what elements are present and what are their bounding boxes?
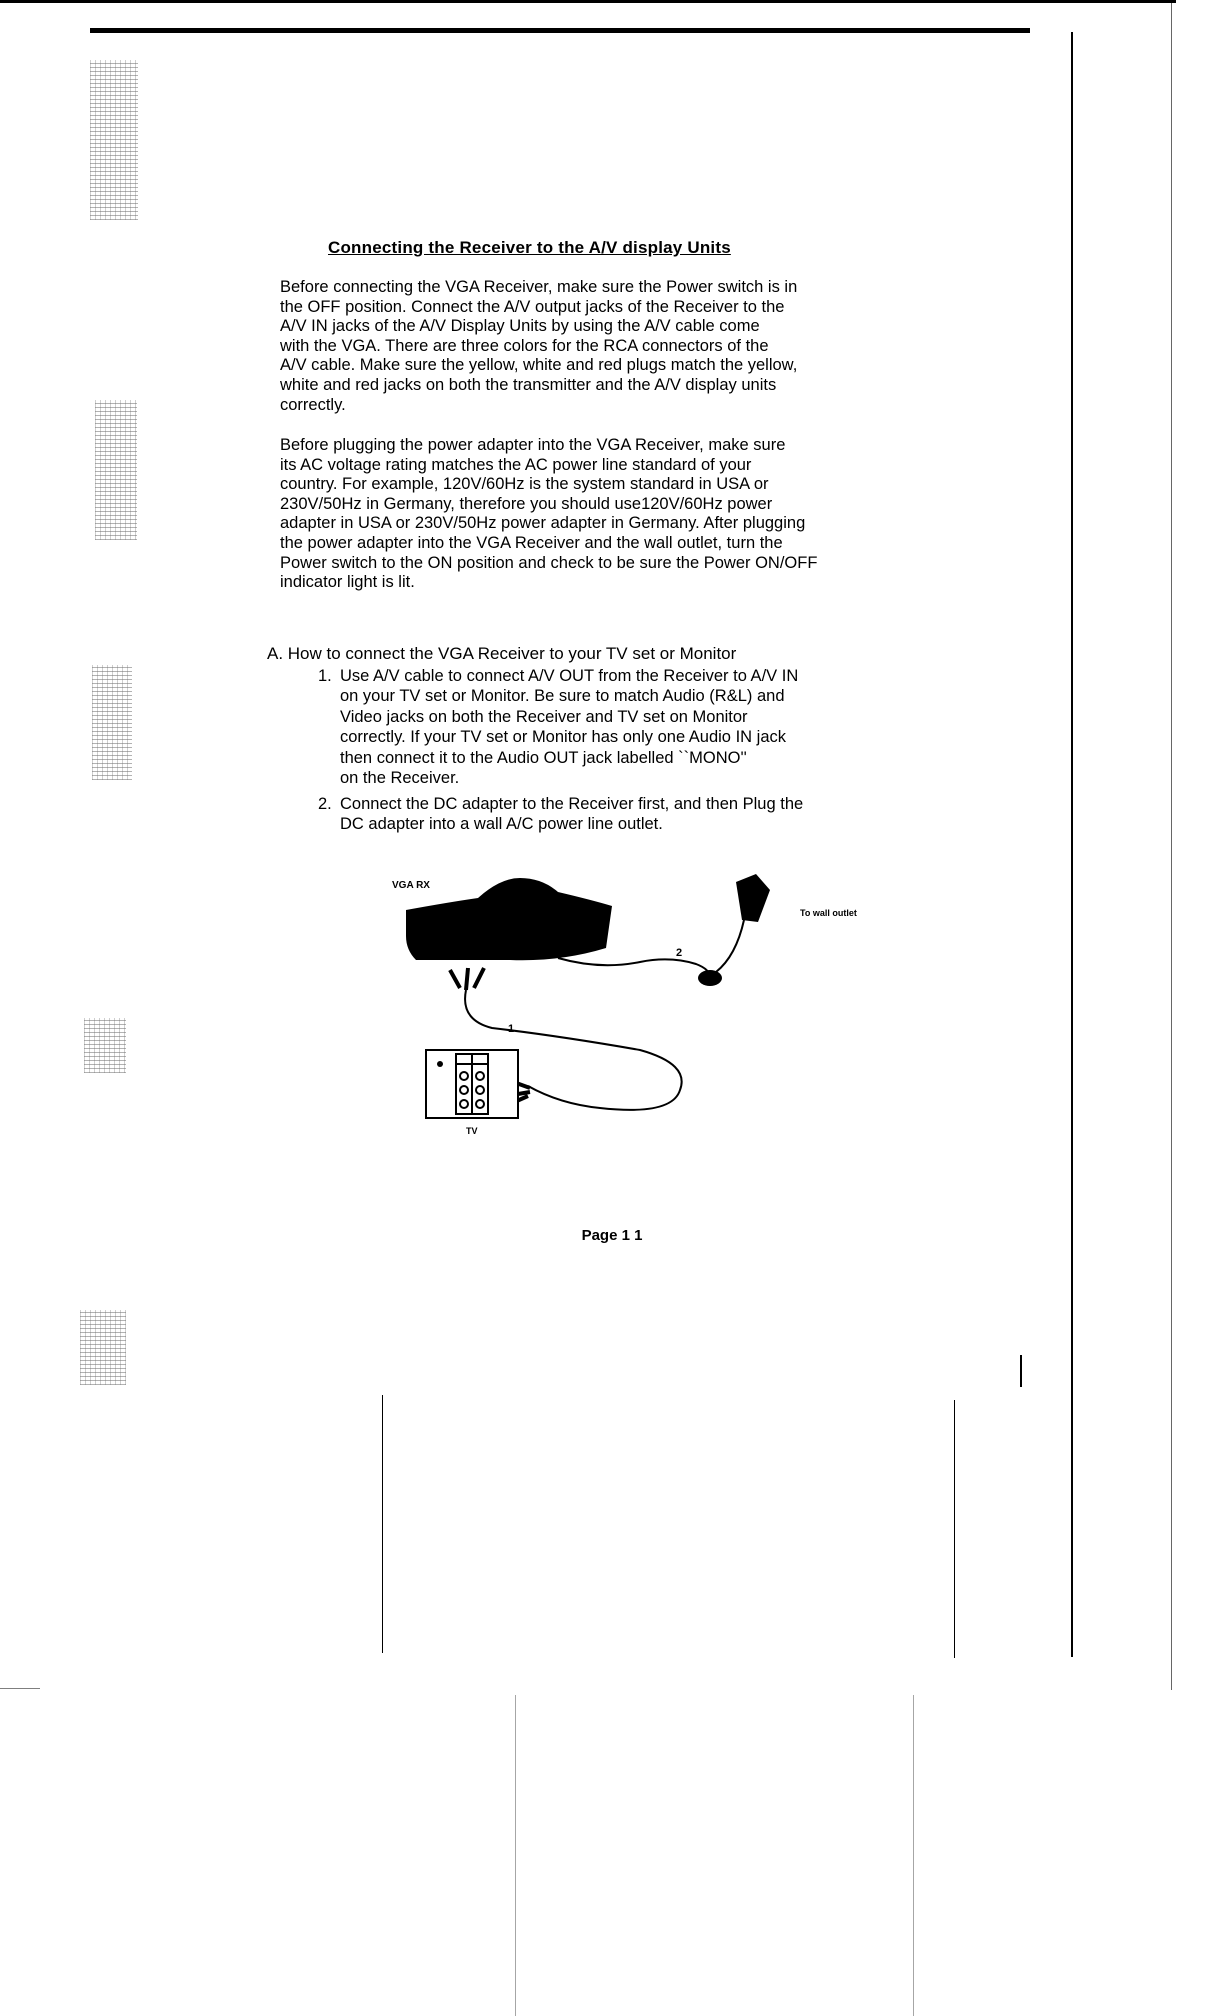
wall-adapter-icon xyxy=(736,874,770,922)
paragraph-power-adapter xyxy=(280,436,920,593)
text-line: Before connecting the VGA Receiver, make sure the Power switch is in xyxy=(280,278,798,296)
bottom-right-vertical-line xyxy=(913,1695,914,2016)
text-line: then connect it to the Audio OUT jack labelled ``MONO'' xyxy=(340,748,747,767)
text-line: Connect the DC adapter to the Receiver first, and then Plug the xyxy=(340,795,804,813)
tv-power-dot xyxy=(437,1061,443,1067)
text-line: white and red jacks on both the transmitter and the A/V display units xyxy=(280,375,777,394)
text-line: correctly. xyxy=(280,395,346,414)
av-plugs-icon xyxy=(450,968,484,990)
scan-noise-4 xyxy=(84,1018,126,1073)
receiver-label: VGA RX xyxy=(392,880,430,891)
scan-noise-3 xyxy=(92,665,132,780)
list-item-step-1 xyxy=(318,666,958,788)
text-line: correctly. If your TV set or Monitor has only one Audio IN jack xyxy=(340,728,786,747)
text-line: country. For example, 120V/60Hz is the system standard in USA or xyxy=(280,475,769,494)
section-heading: A. How to connect the VGA Receiver to your TV set or Monitor xyxy=(267,644,737,663)
text-line: DC adapter into a wall A/C power line outlet. xyxy=(340,815,663,834)
connection-diagram xyxy=(380,860,900,1140)
dc-plug-icon xyxy=(698,970,722,986)
tv-label: TV xyxy=(466,1126,478,1136)
text-line: on your TV set or Monitor. Be sure to match Audio (R&L) and xyxy=(340,687,785,706)
text-line: Use A/V cable to connect A/V OUT from the Receiver to A/V IN xyxy=(340,667,799,685)
adapter-cord xyxy=(716,920,744,972)
text-line: with the VGA. There are three colors for the RCA connectors of the xyxy=(280,336,769,355)
text-line: Before plugging the power adapter into the VGA Receiver, make sure xyxy=(280,436,786,454)
top-border-line xyxy=(90,28,1030,33)
text-line: its AC voltage rating matches the AC power line standard of your xyxy=(280,455,752,474)
text-line: on the Receiver. xyxy=(340,769,460,788)
step-number: 2. xyxy=(318,795,332,813)
top-edge-line xyxy=(0,0,1176,3)
paragraph-connect-av xyxy=(280,278,920,415)
dc-cable-2 xyxy=(558,958,710,980)
far-right-edge-line xyxy=(1171,0,1172,1690)
lower-right-vertical-line xyxy=(954,1400,955,1658)
step-number: 1. xyxy=(318,667,332,685)
text-line: adapter in USA or 230V/50Hz power adapter in Germany. After plugging xyxy=(280,514,806,533)
text-line: A/V cable. Make sure the yellow, white and red plugs match the yellow, xyxy=(280,356,798,375)
text-line: the OFF position. Connect the A/V output jacks of the Receiver to the xyxy=(280,297,785,316)
page-number: Page 1 1 xyxy=(581,1227,643,1244)
text-line: Video jacks on both the Receiver and TV set on Monitor xyxy=(340,707,748,726)
page-title: Connecting the Receiver to the A/V display Units xyxy=(328,238,731,257)
receiver-unit-icon xyxy=(406,878,612,960)
outlet-label: To wall outlet xyxy=(800,908,857,918)
text-line: A/V IN jacks of the A/V Display Units by using the A/V cable come xyxy=(280,317,760,336)
lower-left-vertical-line xyxy=(382,1395,383,1653)
text-line: the power adapter into the VGA Receiver and the wall outlet, turn the xyxy=(280,533,783,552)
bottom-left-vertical-line xyxy=(515,1695,516,2016)
scan-noise-1 xyxy=(90,60,138,220)
text-line: 230V/50Hz in Germany, therefore you should use120V/60Hz power xyxy=(280,494,773,513)
scan-noise-5 xyxy=(80,1310,126,1385)
list-item-step-2 xyxy=(318,794,958,835)
text-line: Power switch to the ON position and check to be sure the Power ON/OFF xyxy=(280,553,818,572)
text-line: indicator light is lit. xyxy=(280,573,415,592)
scan-noise-2 xyxy=(95,400,137,540)
inner-right-tick xyxy=(1020,1355,1022,1387)
cable1-label: 1 xyxy=(508,1023,515,1035)
right-border-line xyxy=(1071,32,1073,1657)
cable2-label: 2 xyxy=(676,947,683,959)
bottom-left-horizontal-line xyxy=(0,1688,40,1689)
